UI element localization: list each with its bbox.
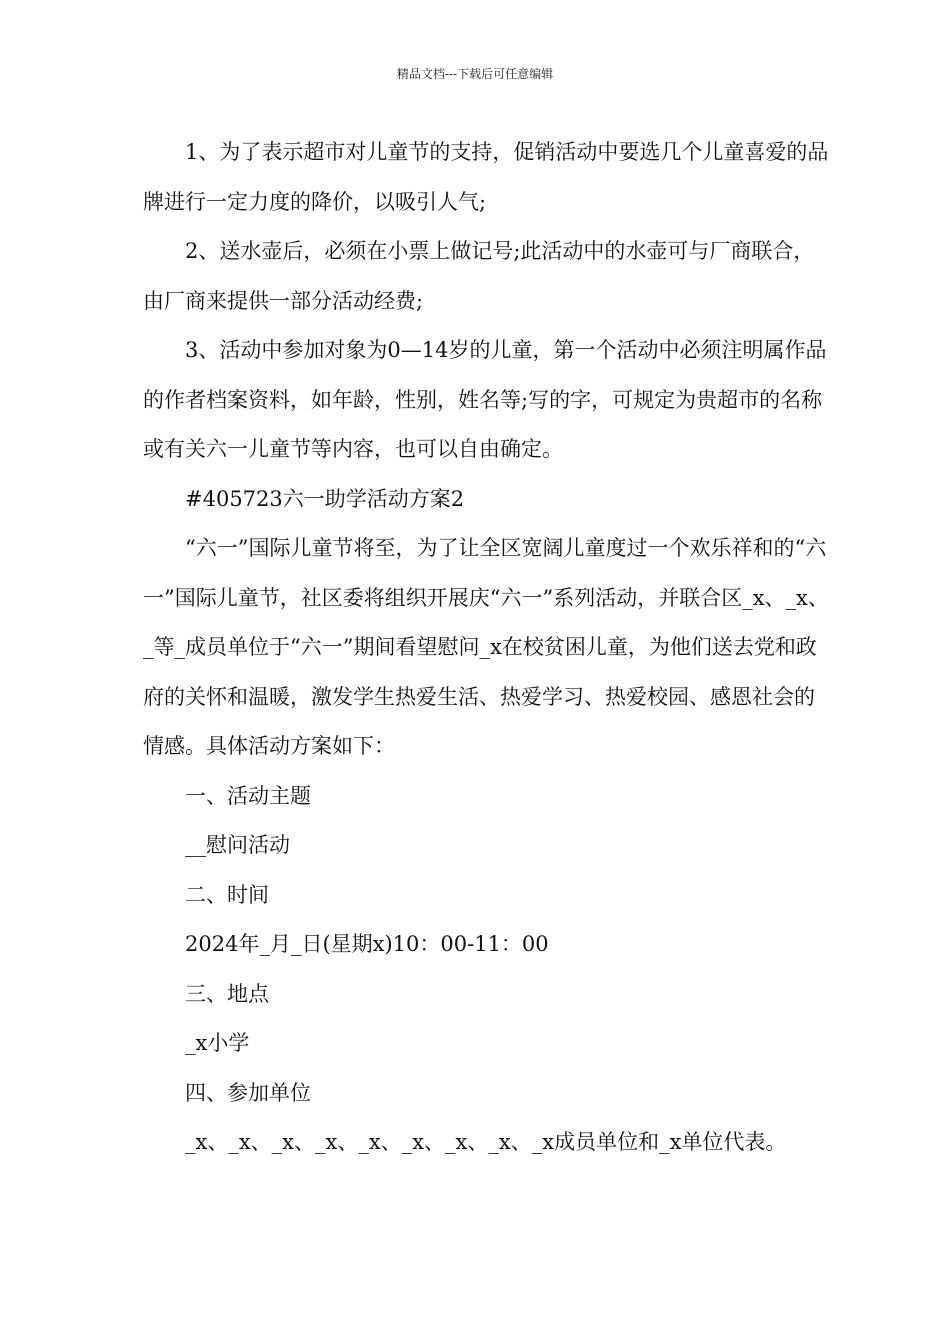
heading-location: 三、地点: [185, 981, 269, 1006]
paragraph-2: 2、送水壶后，必须在小票上做记号;此活动中的水壶可与厂商联合，由厂商来提供一部分活动经费;: [143, 239, 815, 313]
theme-value: __慰问活动: [185, 833, 290, 857]
heading-time: 二、时间: [185, 882, 269, 907]
paragraph-3: 3、活动中参加对象为0—14岁的儿童，第一个活动中必须注明属作品的作者档案资料，如年龄，性别，姓名等;写的字，可规定为贵超市的名称或有关六一儿童节等内容，也可以自由确定。: [143, 338, 827, 461]
time-value: 2024年_月_日(星期x)10：00-11：00: [185, 932, 549, 956]
paragraph-1: 1、为了表示超市对儿童节的支持，促销活动中要选几个儿童喜爱的品牌进行一定力度的降价，以吸引人气;: [143, 140, 829, 214]
heading-theme: 一、活动主题: [185, 783, 311, 808]
units-value: _x、_x、_x、_x、_x、_x、_x、_x、_x成员单位和_x单位代表。: [185, 1130, 787, 1154]
document-body: [143, 128, 833, 1168]
location-value: _x小学: [185, 1031, 250, 1055]
paragraph-intro: “六一”国际儿童节将至，为了让全区宽阔儿童度过一个欢乐祥和的“六一”国际儿童节，社区委将组织开展庆“六一”系列活动，并联合区_x、_x、_等_成员单位于“六一”期间看望慰问_x在校贫困儿童，为他们送去党和政府的关怀和温暖，激发学生热爱生活、热爱学习、热爱校园、感恩社会的情感。具体活动方案如下：: [143, 536, 829, 758]
section-heading-plan-2: #405723六一助学活动方案2: [185, 486, 465, 511]
heading-units: 四、参加单位: [185, 1080, 311, 1105]
page-header: 精品文档---下载后可任意编辑: [396, 67, 554, 81]
